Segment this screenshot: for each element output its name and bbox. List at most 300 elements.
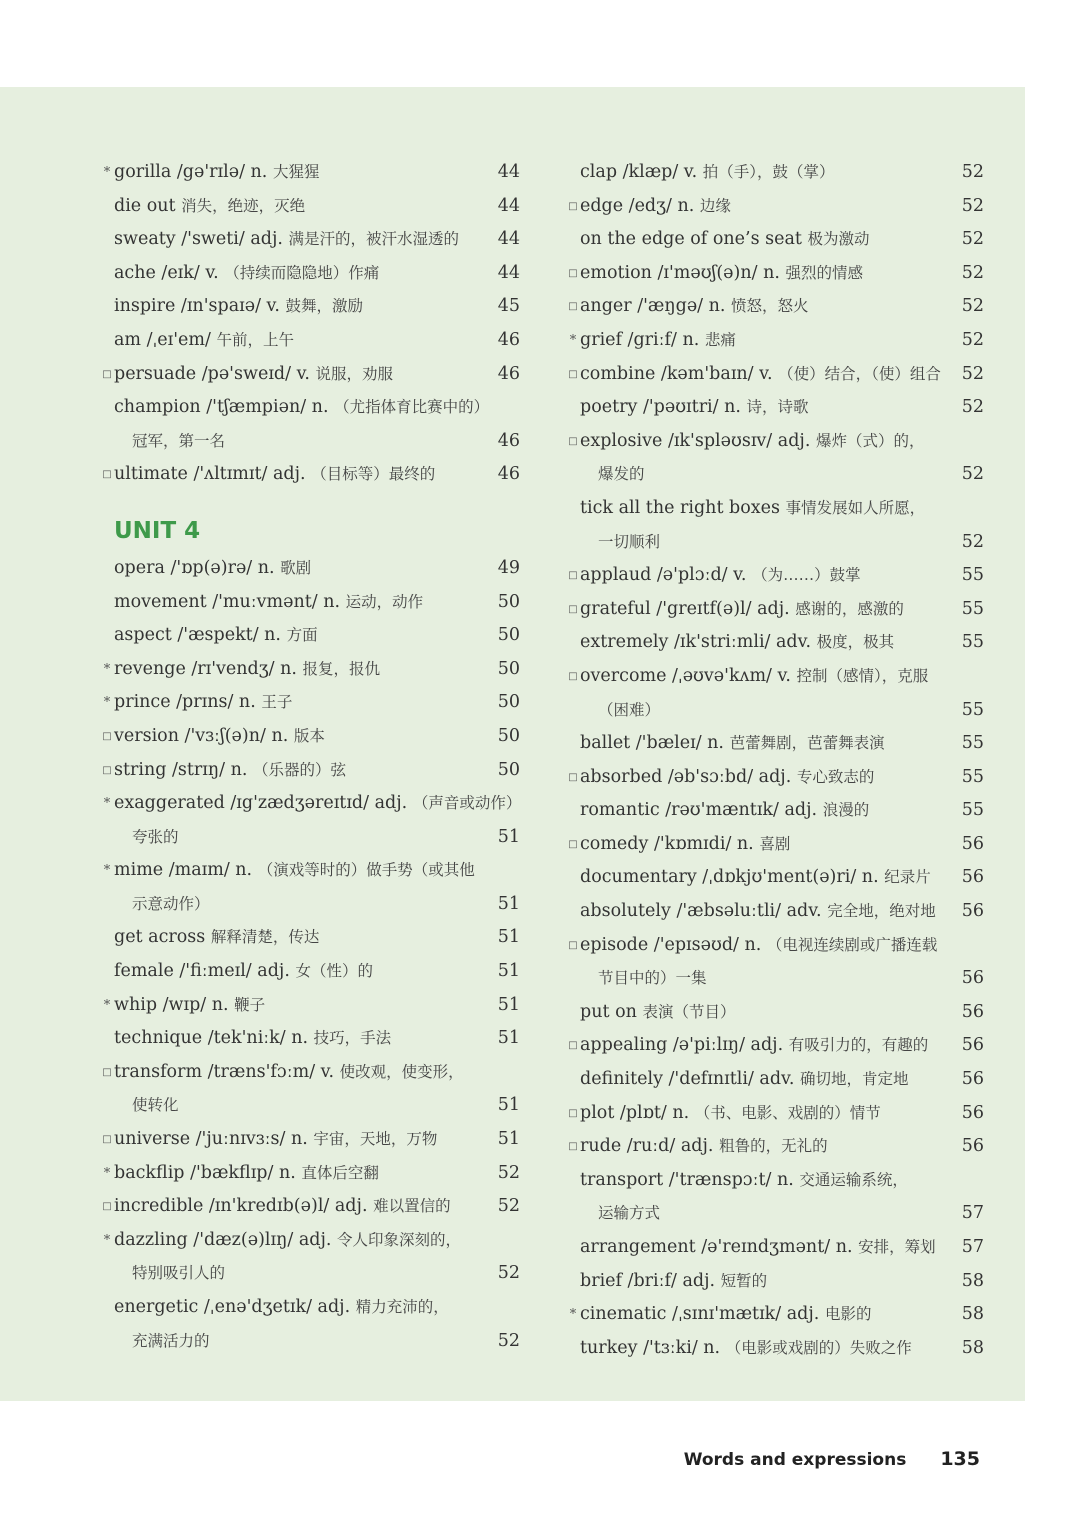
- entry-continuation-row: [566, 458, 984, 492]
- page-ref: 57: [961, 1203, 984, 1224]
- chinese-definition: （目标等）最终的: [311, 465, 436, 484]
- entry-text: [580, 425, 924, 459]
- headword: romantic /rəʊ'mæntɪk/ adj.: [580, 800, 818, 821]
- entry-text: [114, 391, 489, 425]
- entry-text: [580, 794, 869, 828]
- headword: overcome /ˌəʊvə'kʌm/ v.: [580, 665, 791, 686]
- headword: poetry /'pəʊɪtri/ n.: [580, 397, 741, 418]
- square-marker-icon: □: [102, 368, 112, 380]
- chinese-definition: （持续而隐隐地）作痛: [224, 263, 380, 282]
- entry-text: [114, 1190, 451, 1224]
- page-ref: 51: [497, 1095, 520, 1116]
- unit4-word-list-continued: [566, 156, 984, 1365]
- chinese-definition: 确切地，肯定地: [800, 1070, 909, 1089]
- entry-text: [114, 223, 459, 257]
- chinese-definition: 直体后空翻: [301, 1163, 379, 1182]
- page-ref: 52: [961, 262, 984, 283]
- entry-text: [132, 1089, 179, 1123]
- vocab-entry-row: [100, 720, 520, 754]
- entry-text: [598, 1197, 660, 1231]
- headword: episode /'epɪsəʊd/ n.: [580, 934, 762, 955]
- vocab-entry-row: [566, 425, 984, 459]
- entry-text: [580, 156, 835, 190]
- square-marker-icon: □: [568, 570, 578, 582]
- chinese-definition: 午前，上午: [216, 330, 295, 349]
- entry-text: [580, 391, 809, 425]
- square-marker-icon: □: [102, 764, 112, 776]
- chinese-definition: 专心致志的: [796, 767, 875, 786]
- page-ref: 58: [961, 1304, 984, 1325]
- page-ref: 52: [961, 296, 984, 317]
- entry-text: [580, 626, 894, 660]
- chinese-definition: 王子: [261, 693, 293, 712]
- headword: documentary /ˌdɒkjʊ'ment(ə)ri/ n.: [580, 867, 879, 888]
- chinese-definition: 事情发展如人所愿，: [785, 498, 926, 517]
- page-ref: 52: [961, 363, 984, 384]
- chinese-definition: 方面: [286, 626, 318, 645]
- vocab-entry-row: [566, 996, 984, 1030]
- entry-text: [114, 686, 292, 720]
- chinese-definition: 芭蕾舞剧，芭蕾舞表演: [729, 734, 885, 753]
- entry-text: [114, 955, 373, 989]
- headword: am /ˌeɪ'em/: [114, 329, 211, 350]
- entry-text: [580, 358, 941, 392]
- page-ref: 51: [497, 1028, 520, 1049]
- vocab-entry-row: [100, 754, 520, 788]
- entry-text: [580, 929, 937, 963]
- chinese-definition: 安排，筹划: [858, 1238, 936, 1256]
- vocab-entry-row: [566, 794, 984, 828]
- entry-text: [114, 290, 363, 324]
- entry-text: [580, 1063, 909, 1097]
- headword: appealing /ə'piːlɪŋ/ adj.: [580, 1035, 784, 1056]
- vocab-entry-row: [566, 223, 984, 257]
- chinese-definition: 愤怒，怒火: [731, 297, 809, 316]
- page-ref: 46: [497, 430, 520, 451]
- chinese-definition: 极为激动: [807, 230, 870, 249]
- vocab-entry-row: [566, 492, 984, 526]
- vocab-entry-row: [100, 1022, 520, 1056]
- headword: comedy /'kɒmɪdi/ n.: [580, 833, 754, 854]
- vocab-entry-row: [566, 929, 984, 963]
- vocab-entry-row: [100, 1190, 520, 1224]
- entry-text: [580, 290, 809, 324]
- entry-text: [114, 854, 475, 888]
- page-ref: 55: [961, 800, 984, 821]
- square-marker-icon: □: [568, 771, 578, 783]
- page-ref: 55: [961, 632, 984, 653]
- entry-continuation-row: [566, 1197, 984, 1231]
- page-ref: 55: [961, 565, 984, 586]
- headword: rude /ruːd/ adj.: [580, 1136, 714, 1157]
- page-ref: 56: [961, 1001, 984, 1022]
- chinese-definition: 报复，报仇: [302, 659, 381, 678]
- headword: inspire /ɪn'spaɪə/ v.: [114, 296, 280, 317]
- right-column: [566, 156, 984, 1365]
- page-ref: 44: [497, 195, 520, 216]
- entry-continuation-row: [566, 526, 984, 560]
- square-marker-icon: □: [102, 469, 112, 481]
- page-ref: 44: [497, 262, 520, 283]
- vocab-entry-row: [100, 854, 520, 888]
- chinese-definition: 使改观，使变形，: [339, 1062, 464, 1081]
- headword: get across: [114, 927, 206, 948]
- page-ref: 51: [497, 961, 520, 982]
- square-marker-icon: □: [568, 267, 578, 279]
- entry-text: [580, 190, 731, 224]
- entry-text: [114, 720, 325, 754]
- footer-title: Words and expressions: [683, 1450, 907, 1470]
- headword: definitely /'defɪnɪtli/ adv.: [580, 1069, 795, 1090]
- page-ref: 51: [497, 826, 520, 847]
- page-ref: 51: [497, 927, 520, 948]
- headword: grief /griːf/ n.: [580, 329, 700, 350]
- vocab-entry-row: [566, 593, 984, 627]
- page-ref: 45: [497, 296, 520, 317]
- headword: die out: [114, 195, 176, 216]
- headword: applaud /ə'plɔːd/ v.: [580, 565, 747, 586]
- vocab-entry-row: [566, 1029, 984, 1063]
- entry-text: [114, 156, 319, 190]
- page-ref: 50: [497, 759, 520, 780]
- page-ref: 46: [497, 464, 520, 485]
- square-marker-icon: □: [568, 838, 578, 850]
- square-marker-icon: □: [568, 301, 578, 313]
- vocab-entry-row: [566, 358, 984, 392]
- vocab-entry-row: [100, 686, 520, 720]
- chinese-definition: （电视连续剧或广播连载: [766, 935, 938, 954]
- vocab-entry-row: [566, 828, 984, 862]
- star-marker-icon: *: [103, 1232, 111, 1248]
- vocab-entry-row: [566, 324, 984, 358]
- vocab-entry-row: [100, 190, 520, 224]
- headword: incredible /ɪn'kredɪb(ə)l/ adj.: [114, 1196, 368, 1217]
- vocab-entry-row: [566, 1231, 984, 1265]
- chinese-definition: 喜剧: [759, 834, 791, 853]
- headword: exaggerated /ɪg'zædʒəreɪtɪd/ adj.: [114, 793, 408, 814]
- vocab-entry-row: [100, 391, 520, 425]
- page-ref: 56: [961, 867, 984, 888]
- chinese-definition: （声音或动作）: [412, 794, 522, 813]
- headword: energetic /ˌenə'dʒetɪk/ adj.: [114, 1297, 351, 1317]
- vocab-entry-row: [566, 559, 984, 593]
- entry-text: [132, 425, 225, 459]
- entry-text: [132, 1257, 225, 1291]
- vocab-entry-row: [100, 989, 520, 1023]
- entry-text: [114, 552, 311, 586]
- chinese-definition: 技巧，手法: [313, 1029, 392, 1048]
- headword: arrangement /ə'reɪndʒmənt/ n.: [580, 1237, 853, 1257]
- entry-text: [114, 190, 305, 224]
- vocab-entry-row: [100, 156, 520, 190]
- star-marker-icon: *: [103, 796, 111, 812]
- star-marker-icon: *: [103, 165, 111, 180]
- vocab-entry-row: [100, 1123, 520, 1157]
- chinese-definition: 版本: [293, 726, 325, 745]
- entry-text: [114, 921, 319, 955]
- entry-text: [580, 1164, 908, 1198]
- entry-text: [580, 1298, 871, 1332]
- chinese-definition: 诗，诗歌: [746, 398, 809, 417]
- headword: cinematic /ˌsɪnɪ'mætɪk/ adj.: [580, 1304, 820, 1325]
- headword: aspect /'æspekt/ n.: [114, 625, 281, 646]
- entry-continuation-row: [100, 888, 520, 922]
- entry-text: [580, 660, 928, 694]
- chinese-definition: 电影的: [824, 1305, 872, 1324]
- chinese-definition: 控制（感情），克服: [796, 666, 929, 685]
- chinese-definition: 宇宙，天地，万物: [313, 1130, 438, 1149]
- chinese-definition: （乐器的）弦: [253, 760, 347, 779]
- entry-continuation-row: [100, 425, 520, 459]
- entry-text: [114, 324, 294, 358]
- page-ref: 52: [497, 1196, 520, 1217]
- vocab-entry-row: [100, 324, 520, 358]
- headword: sweaty /'sweti/ adj.: [114, 229, 283, 250]
- entry-text: [580, 895, 936, 929]
- vocab-entry-row: [100, 955, 520, 989]
- entry-text: [580, 1097, 881, 1131]
- vocab-entry-row: [100, 290, 520, 324]
- entry-text: [132, 1325, 210, 1359]
- entry-text: [580, 492, 925, 526]
- square-marker-icon: □: [102, 1201, 112, 1213]
- entry-text: [114, 1157, 379, 1191]
- chinese-definition: 满是汗的，被汗水湿透的: [288, 230, 460, 249]
- vocab-entry-row: [566, 1164, 984, 1198]
- headword: mime /maɪm/ n.: [114, 860, 253, 881]
- entry-text: [580, 324, 736, 358]
- square-marker-icon: □: [568, 435, 578, 447]
- entry-text: [580, 223, 870, 257]
- entry-text: [580, 727, 885, 761]
- star-marker-icon: *: [103, 661, 111, 677]
- entry-text: [580, 1029, 928, 1063]
- headword: universe /'juːnɪvɜːs/ n.: [114, 1129, 308, 1150]
- star-marker-icon: *: [103, 695, 111, 711]
- star-marker-icon: *: [103, 997, 111, 1013]
- chinese-definition: 夸张的: [132, 827, 179, 846]
- vocab-entry-row: [566, 626, 984, 660]
- square-marker-icon: □: [568, 670, 578, 682]
- vocab-entry-row: [100, 787, 520, 821]
- chinese-definition: 悲痛: [704, 330, 736, 349]
- vocab-entry-row: [566, 861, 984, 895]
- headword: anger /'æŋgə/ n.: [580, 296, 726, 317]
- page-ref: 56: [961, 833, 984, 854]
- page-ref: 57: [961, 1237, 984, 1257]
- entry-text: [114, 358, 393, 392]
- entry-text: [598, 526, 660, 560]
- page-ref: 52: [497, 1330, 520, 1351]
- page-ref: 56: [961, 901, 984, 922]
- chinese-definition: 爆炸（式）的，: [815, 431, 925, 450]
- entry-text: [114, 458, 435, 492]
- page-ref: 58: [961, 1270, 984, 1291]
- entry-text: [114, 1123, 437, 1157]
- entry-text: [580, 861, 931, 895]
- headword: edge /edʒ/ n.: [580, 195, 695, 216]
- headword: champion /'tʃæmpiən/ n.: [114, 397, 329, 418]
- entry-continuation-row: [100, 821, 520, 855]
- headword: absorbed /əb'sɔːbd/ adj.: [580, 766, 792, 787]
- vocab-entry-row: [566, 1265, 984, 1299]
- chinese-definition: 强烈的情感: [785, 263, 864, 282]
- vocab-entry-row: [100, 619, 520, 653]
- vocab-entry-row: [566, 257, 984, 291]
- page-ref: 44: [497, 229, 520, 250]
- page-ref: 55: [961, 733, 984, 754]
- chinese-definition: 难以置信的: [373, 1197, 451, 1216]
- headword: prince /prɪns/ n.: [114, 692, 256, 713]
- entry-text: [114, 1056, 464, 1090]
- vocab-entry-row: [566, 391, 984, 425]
- chinese-definition: 说服，劝服: [315, 364, 394, 383]
- entry-text: [580, 761, 874, 795]
- chinese-definition: （为……）鼓掌: [752, 566, 861, 585]
- headword: revenge /rɪ'vendʒ/ n.: [114, 658, 297, 679]
- page-ref: 50: [497, 591, 520, 612]
- entry-continuation-row: [100, 1257, 520, 1291]
- headword: combine /kəm'baɪn/ v.: [580, 363, 773, 384]
- entry-text: [598, 694, 660, 728]
- page-ref: 49: [497, 557, 520, 578]
- chinese-definition: 交通运输系统，: [799, 1170, 908, 1189]
- page-ref: 52: [497, 1162, 520, 1183]
- page-ref: 50: [497, 658, 520, 679]
- vocab-entry-row: [566, 1298, 984, 1332]
- page-ref: 52: [961, 397, 984, 418]
- page-ref: 56: [961, 1069, 984, 1090]
- entry-text: [132, 821, 179, 855]
- page-ref: 55: [961, 699, 984, 720]
- chinese-definition: （困难）: [598, 700, 661, 719]
- chinese-definition: 一切顺利: [598, 532, 661, 551]
- page-ref: 56: [961, 968, 984, 989]
- headword: dazzling /'dæz(ə)lɪŋ/ adj.: [114, 1229, 332, 1250]
- page-ref: 51: [497, 1129, 520, 1150]
- vocab-entry-row: [100, 552, 520, 586]
- entry-text: [114, 653, 380, 687]
- entry-text: [580, 257, 863, 291]
- star-marker-icon: *: [569, 1307, 577, 1323]
- entry-text: [114, 1291, 449, 1325]
- vocab-entry-row: [566, 1097, 984, 1131]
- chinese-definition: 拍（手），鼓（掌）: [702, 163, 835, 181]
- chinese-definition: 使转化: [132, 1096, 179, 1115]
- chinese-definition: （使）结合，（使）组合: [778, 364, 941, 383]
- chinese-definition: 纪录片: [884, 868, 931, 887]
- headword: brief /briːf/ adj.: [580, 1270, 716, 1291]
- square-marker-icon: □: [568, 368, 578, 380]
- unit4-word-list: [100, 552, 520, 1358]
- entry-text: [580, 559, 861, 593]
- entry-text: [580, 1332, 912, 1366]
- entry-continuation-row: [566, 962, 984, 996]
- square-marker-icon: □: [568, 603, 578, 615]
- square-marker-icon: □: [102, 730, 112, 742]
- chinese-definition: 特别吸引人的: [132, 1264, 226, 1283]
- page-ref: 52: [961, 531, 984, 552]
- entry-text: [580, 828, 790, 862]
- chinese-definition: 鞭子: [234, 995, 266, 1014]
- entry-text: [580, 593, 904, 627]
- entry-text: [580, 1265, 767, 1299]
- headword: ache /eɪk/ v.: [114, 262, 219, 283]
- chinese-definition: 冠军，第一名: [132, 431, 226, 450]
- chinese-definition: 精力充沛的，: [355, 1298, 449, 1316]
- headword: female /'fiːmeɪl/ adj.: [114, 961, 290, 982]
- chinese-definition: 感谢的，感激的: [795, 599, 904, 618]
- headword: tick all the right boxes: [580, 497, 780, 518]
- headword: ballet /'bæleɪ/ n.: [580, 733, 724, 754]
- page-ref: 55: [961, 598, 984, 619]
- chinese-definition: 解释清楚，传达: [210, 928, 320, 947]
- page-number: 135: [940, 1448, 980, 1470]
- vocab-entry-row: [566, 190, 984, 224]
- headword: persuade /pə'sweɪd/ v.: [114, 363, 310, 384]
- page-ref: 58: [961, 1337, 984, 1358]
- star-marker-icon: *: [569, 332, 577, 348]
- vocab-entry-row: [100, 586, 520, 620]
- entry-text: [598, 458, 645, 492]
- headword: transport /'trænspɔːt/ n.: [580, 1169, 794, 1190]
- headword: on the edge of one’s seat: [580, 229, 802, 250]
- page-footer: [684, 1444, 980, 1474]
- entry-text: [114, 787, 521, 821]
- headword: ultimate /'ʌltɪmɪt/ adj.: [114, 464, 306, 485]
- chinese-definition: 充满活力的: [132, 1331, 210, 1350]
- headword: transform /træns'fɔːm/ v.: [114, 1061, 335, 1082]
- entry-continuation-row: [100, 1089, 520, 1123]
- square-marker-icon: □: [568, 1040, 578, 1052]
- page-ref: 52: [961, 329, 984, 350]
- page-ref: 52: [961, 229, 984, 250]
- chinese-definition: 运动，动作: [345, 592, 424, 611]
- vocab-entry-row: [566, 156, 984, 190]
- vocab-entry-row: [566, 1332, 984, 1366]
- entry-text: [598, 962, 707, 996]
- chinese-definition: 短暂的: [720, 1271, 768, 1290]
- chinese-definition: 消失，绝迹，灭绝: [181, 196, 306, 215]
- star-marker-icon: *: [103, 863, 111, 879]
- chinese-definition: 歌剧: [280, 558, 312, 577]
- chinese-definition: 大猩猩: [272, 163, 320, 181]
- entry-text: [114, 586, 423, 620]
- entry-text: [114, 619, 318, 653]
- page-ref: 50: [497, 725, 520, 746]
- page-ref: 50: [497, 625, 520, 646]
- chinese-definition: 浪漫的: [822, 801, 870, 820]
- vocab-entry-row: [100, 257, 520, 291]
- page-ref: 52: [961, 195, 984, 216]
- headword: opera /'ɒp(ə)rə/ n.: [114, 557, 275, 578]
- vocab-entry-row: [566, 660, 984, 694]
- vocab-entry-row: [100, 223, 520, 257]
- chinese-definition: （尤指体育比赛中的）: [334, 398, 490, 417]
- vocab-entry-row: [566, 727, 984, 761]
- square-marker-icon: □: [102, 1066, 112, 1078]
- chinese-definition: 令人印象深刻的，: [337, 1230, 462, 1249]
- vocab-entry-row: [100, 921, 520, 955]
- headword: grateful /'greɪtf(ə)l/ adj.: [580, 598, 790, 619]
- headword: put on: [580, 1001, 637, 1022]
- page-ref: 52: [961, 464, 984, 485]
- chinese-definition: （书、电影、戏剧的）情节: [694, 1103, 881, 1122]
- vocab-entry-row: [100, 458, 520, 492]
- square-marker-icon: □: [568, 200, 578, 212]
- page-ref: 56: [961, 1136, 984, 1157]
- vocab-entry-row: [100, 358, 520, 392]
